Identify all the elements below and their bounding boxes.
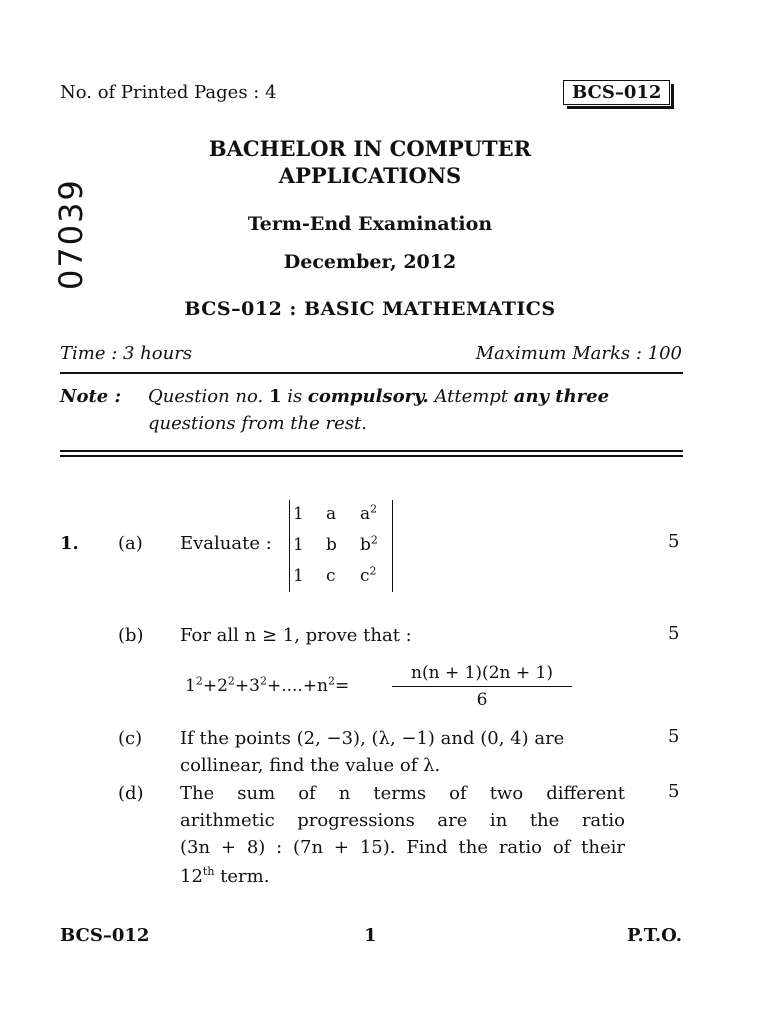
matrix-cell: $c^2$ <box>360 564 377 586</box>
part-d-line-4: 12th term. <box>180 865 270 887</box>
note-compulsory: compulsory. <box>307 386 429 407</box>
divider-double-2 <box>60 455 683 457</box>
maximum-marks: Maximum Marks : 100 <box>475 343 682 364</box>
title-line-2: APPLICATIONS <box>278 163 462 188</box>
note-line-2: questions from the rest. <box>148 413 367 434</box>
divider-double-1 <box>60 450 683 452</box>
matrix-cell: $b^2$ <box>360 533 378 555</box>
footer-course-code: BCS–012 <box>60 925 150 946</box>
printed-pages: No. of Printed Pages : 4 <box>60 82 277 103</box>
part-a-marks: 5 <box>668 531 680 552</box>
part-b-label: (b) <box>118 625 144 646</box>
matrix-cell: 1 <box>293 535 304 555</box>
exam-title: Term-End Examination <box>247 213 493 235</box>
matrix-cell: 1 <box>293 504 304 524</box>
divider-top <box>60 372 683 374</box>
part-d-line-3: (3n + 8) : (7n + 15). Find the ratio of their <box>180 837 625 858</box>
subject-title: BCS–012 : BASIC MATHEMATICS <box>184 298 556 320</box>
note-label: Note : <box>60 386 122 407</box>
note-text-c: Attempt <box>428 386 514 407</box>
fraction-numerator: n(n + 1)(2n + 1) <box>411 663 553 683</box>
page-number: 1 <box>364 925 377 946</box>
note-text-b: is <box>281 386 308 407</box>
part-a-text: Evaluate : <box>180 533 272 554</box>
part-d-line-1: The sum of n terms of two different <box>180 783 625 804</box>
sum-of-squares-lhs: $1^2+2^2+3^2+....+n^2=$ <box>185 674 350 696</box>
title-line-1: BACHELOR IN COMPUTER <box>208 136 532 161</box>
determinant-matrix <box>289 500 393 592</box>
matrix-cell: $a^2$ <box>360 502 378 524</box>
part-b-marks: 5 <box>668 623 680 644</box>
course-code-box: BCS–012 <box>563 80 670 105</box>
time-allowed: Time : 3 hours <box>60 343 193 364</box>
note-any-three: any three <box>513 386 610 407</box>
question-number: 1. <box>60 533 79 554</box>
fraction-bar <box>392 686 572 687</box>
part-d-marks: 5 <box>668 781 680 802</box>
part-c-line-2: collinear, find the value of λ. <box>180 755 441 776</box>
note-text-a: Question no. <box>148 386 269 407</box>
serial-number: 07039 <box>52 178 90 290</box>
matrix-cell: b <box>326 535 337 555</box>
exam-date: December, 2012 <box>283 251 457 273</box>
part-b-text: For all n ≥ 1, prove that : <box>180 625 412 646</box>
part-c-label: (c) <box>118 728 143 749</box>
please-turn-over: P.T.O. <box>626 925 682 946</box>
matrix-cell: 1 <box>293 566 304 586</box>
matrix-cell: a <box>326 504 337 524</box>
matrix-cell: c <box>326 566 336 586</box>
part-d-line-2: arithmetic progressions are in the ratio <box>180 810 625 831</box>
part-a-label: (a) <box>118 533 143 554</box>
note-line-1 <box>148 386 683 407</box>
fraction-denominator: 6 <box>476 690 488 710</box>
note-question-number: 1 <box>268 386 282 407</box>
part-c-line-1: If the points (2, −3), (λ, −1) and (0, 4) are <box>180 728 565 749</box>
part-c-marks: 5 <box>668 726 680 747</box>
part-d-label: (d) <box>118 783 144 804</box>
